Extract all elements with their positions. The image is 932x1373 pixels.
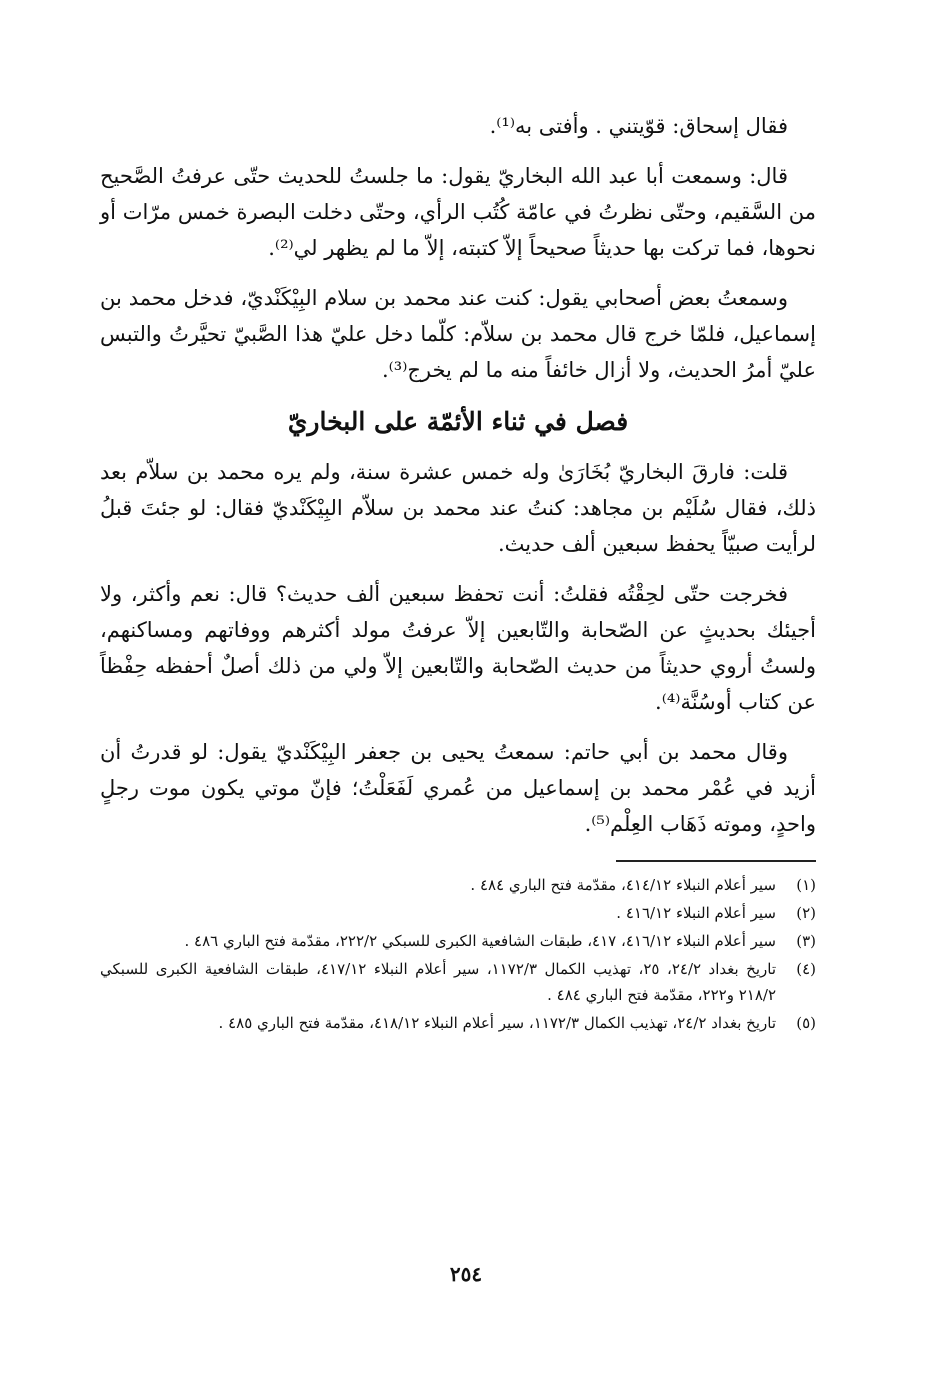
page-body xyxy=(100,108,816,1038)
footnotes-list xyxy=(100,872,816,1036)
footnote-item xyxy=(100,900,816,926)
footnote-number: (٥) xyxy=(796,1014,816,1032)
paragraph-6: وقال محمد بن أبي حاتم: سمعتُ يحيى بن جعفر البِيْكَنْديّ يقول: لو قدرتُ أن أزيد في عُمْر محمد بن إسماعيل من عُمري لَفَعَلْتُ؛ فإنّ موتي يكون موت رجلٍ واحدٍ، وموته ذَهَاب العِلْم⁽⁵⁾. xyxy=(100,740,816,836)
paragraph-3: وسمعتُ بعض أصحابي يقول: كنت عند محمد بن سلام البِيْكَنْديّ، فدخل محمد بن إسماعيل، فلمّا خرج قال محمد بن سلاّم: كلّما دخل عليّ هذا الصَّبيّ تحيَّرتُ والتبس عليّ أمرُ الحديث، ولا أزال خائفاً منه ما لم يخرج⁽³⁾. xyxy=(100,286,816,382)
paragraph-4: قلت: فارقَ البخاريّ بُخَارَىٰ وله خمس عشرة سنة، ولم يره محمد بن سلاّم بعد ذلك، فقال سُلَيْم بن مجاهد: كنتُ عند محمد بن سلاّم البِيْكَنْديّ فقال: لو جئتَ قبلُ لرأيت صبيّاً يحفظ سبعين ألف حديث. xyxy=(100,460,816,556)
footnote-item xyxy=(100,928,816,954)
footnote-number: (١) xyxy=(796,876,816,894)
footnote-text: تاريخ بغداد ٢٤/٢، تهذيب الكمال ١١٧٢/٣، سير أعلام النبلاء ٤١٨/١٢، مقدّمة فتح الباري ٤٨٥ . xyxy=(218,1014,776,1032)
footnote-item xyxy=(100,956,816,1008)
footnote-number: (٤) xyxy=(796,960,816,978)
footnote-text: سير أعلام النبلاء ٤١٤/١٢، مقدّمة فتح الباري ٤٨٤ . xyxy=(470,876,776,894)
section-heading: فصل في ثناء الأئمّة على البخاريّ xyxy=(287,407,629,436)
footnote-number: (٢) xyxy=(796,904,816,922)
footnote-text: سير أعلام النبلاء ٤١٦/١٢، ٤١٧، طبقات الشافعية الكبرى للسبكي ٢٢٢/٢، مقدّمة فتح الباري ٤٨٦ . xyxy=(184,932,776,950)
paragraph-5: فخرجت حتّى لحِقْتُه فقلتُ: أنت تحفظ سبعين ألف حديث؟ قال: نعم وأكثر، ولا أجيئك بحديثٍ عن الصّحابة والتّابعين إلاّ عرفتُ مولد أكثرهم ووفاتهم ومساكنهم، ولستُ أروي حديثاً من حديث الصّحابة والتّابعين إلاّ ولي من ذلك أصلٌ أحفظه حِفْظاً عن كتاب أوسُنَّة⁽⁴⁾. xyxy=(100,582,816,714)
footnote-item xyxy=(100,1010,816,1036)
footnote-text: سير أعلام النبلاء ٤١٦/١٢ . xyxy=(616,904,776,922)
footnote-item xyxy=(100,872,816,898)
page-number: ٢٥٤ xyxy=(449,1262,483,1286)
paragraph-2: قال: وسمعت أبا عبد الله البخاريّ يقول: ما جلستُ للحديث حتّى عرفتُ الصَّحيح من السَّقيم، وحتّى نظرتُ في عامّة كُتُب الرأي، وحتّى دخلت البصرة خمس مرّات أو نحوها، فما تركت بها حديثاً صحيحاً إلاّ كتبته، إلاّ ما لم يظهر لي⁽²⁾. xyxy=(100,164,816,260)
footnote-text: تاريخ بغداد ٢٤/٢، ٢٥، تهذيب الكمال ١١٧٢/٣، سير أعلام النبلاء ٤١٧/١٢، طبقات الشافعية الكبرى للسبكي ٢١٨/٢ و٢٢٢، مقدّمة فتح الباري ٤٨٤ . xyxy=(100,960,777,1004)
footnote-number: (٣) xyxy=(796,932,816,950)
paragraph-1: فقال إسحاق: قوّيتني . وأفتى به⁽¹⁾. xyxy=(489,114,788,138)
footnote-divider xyxy=(616,860,816,862)
